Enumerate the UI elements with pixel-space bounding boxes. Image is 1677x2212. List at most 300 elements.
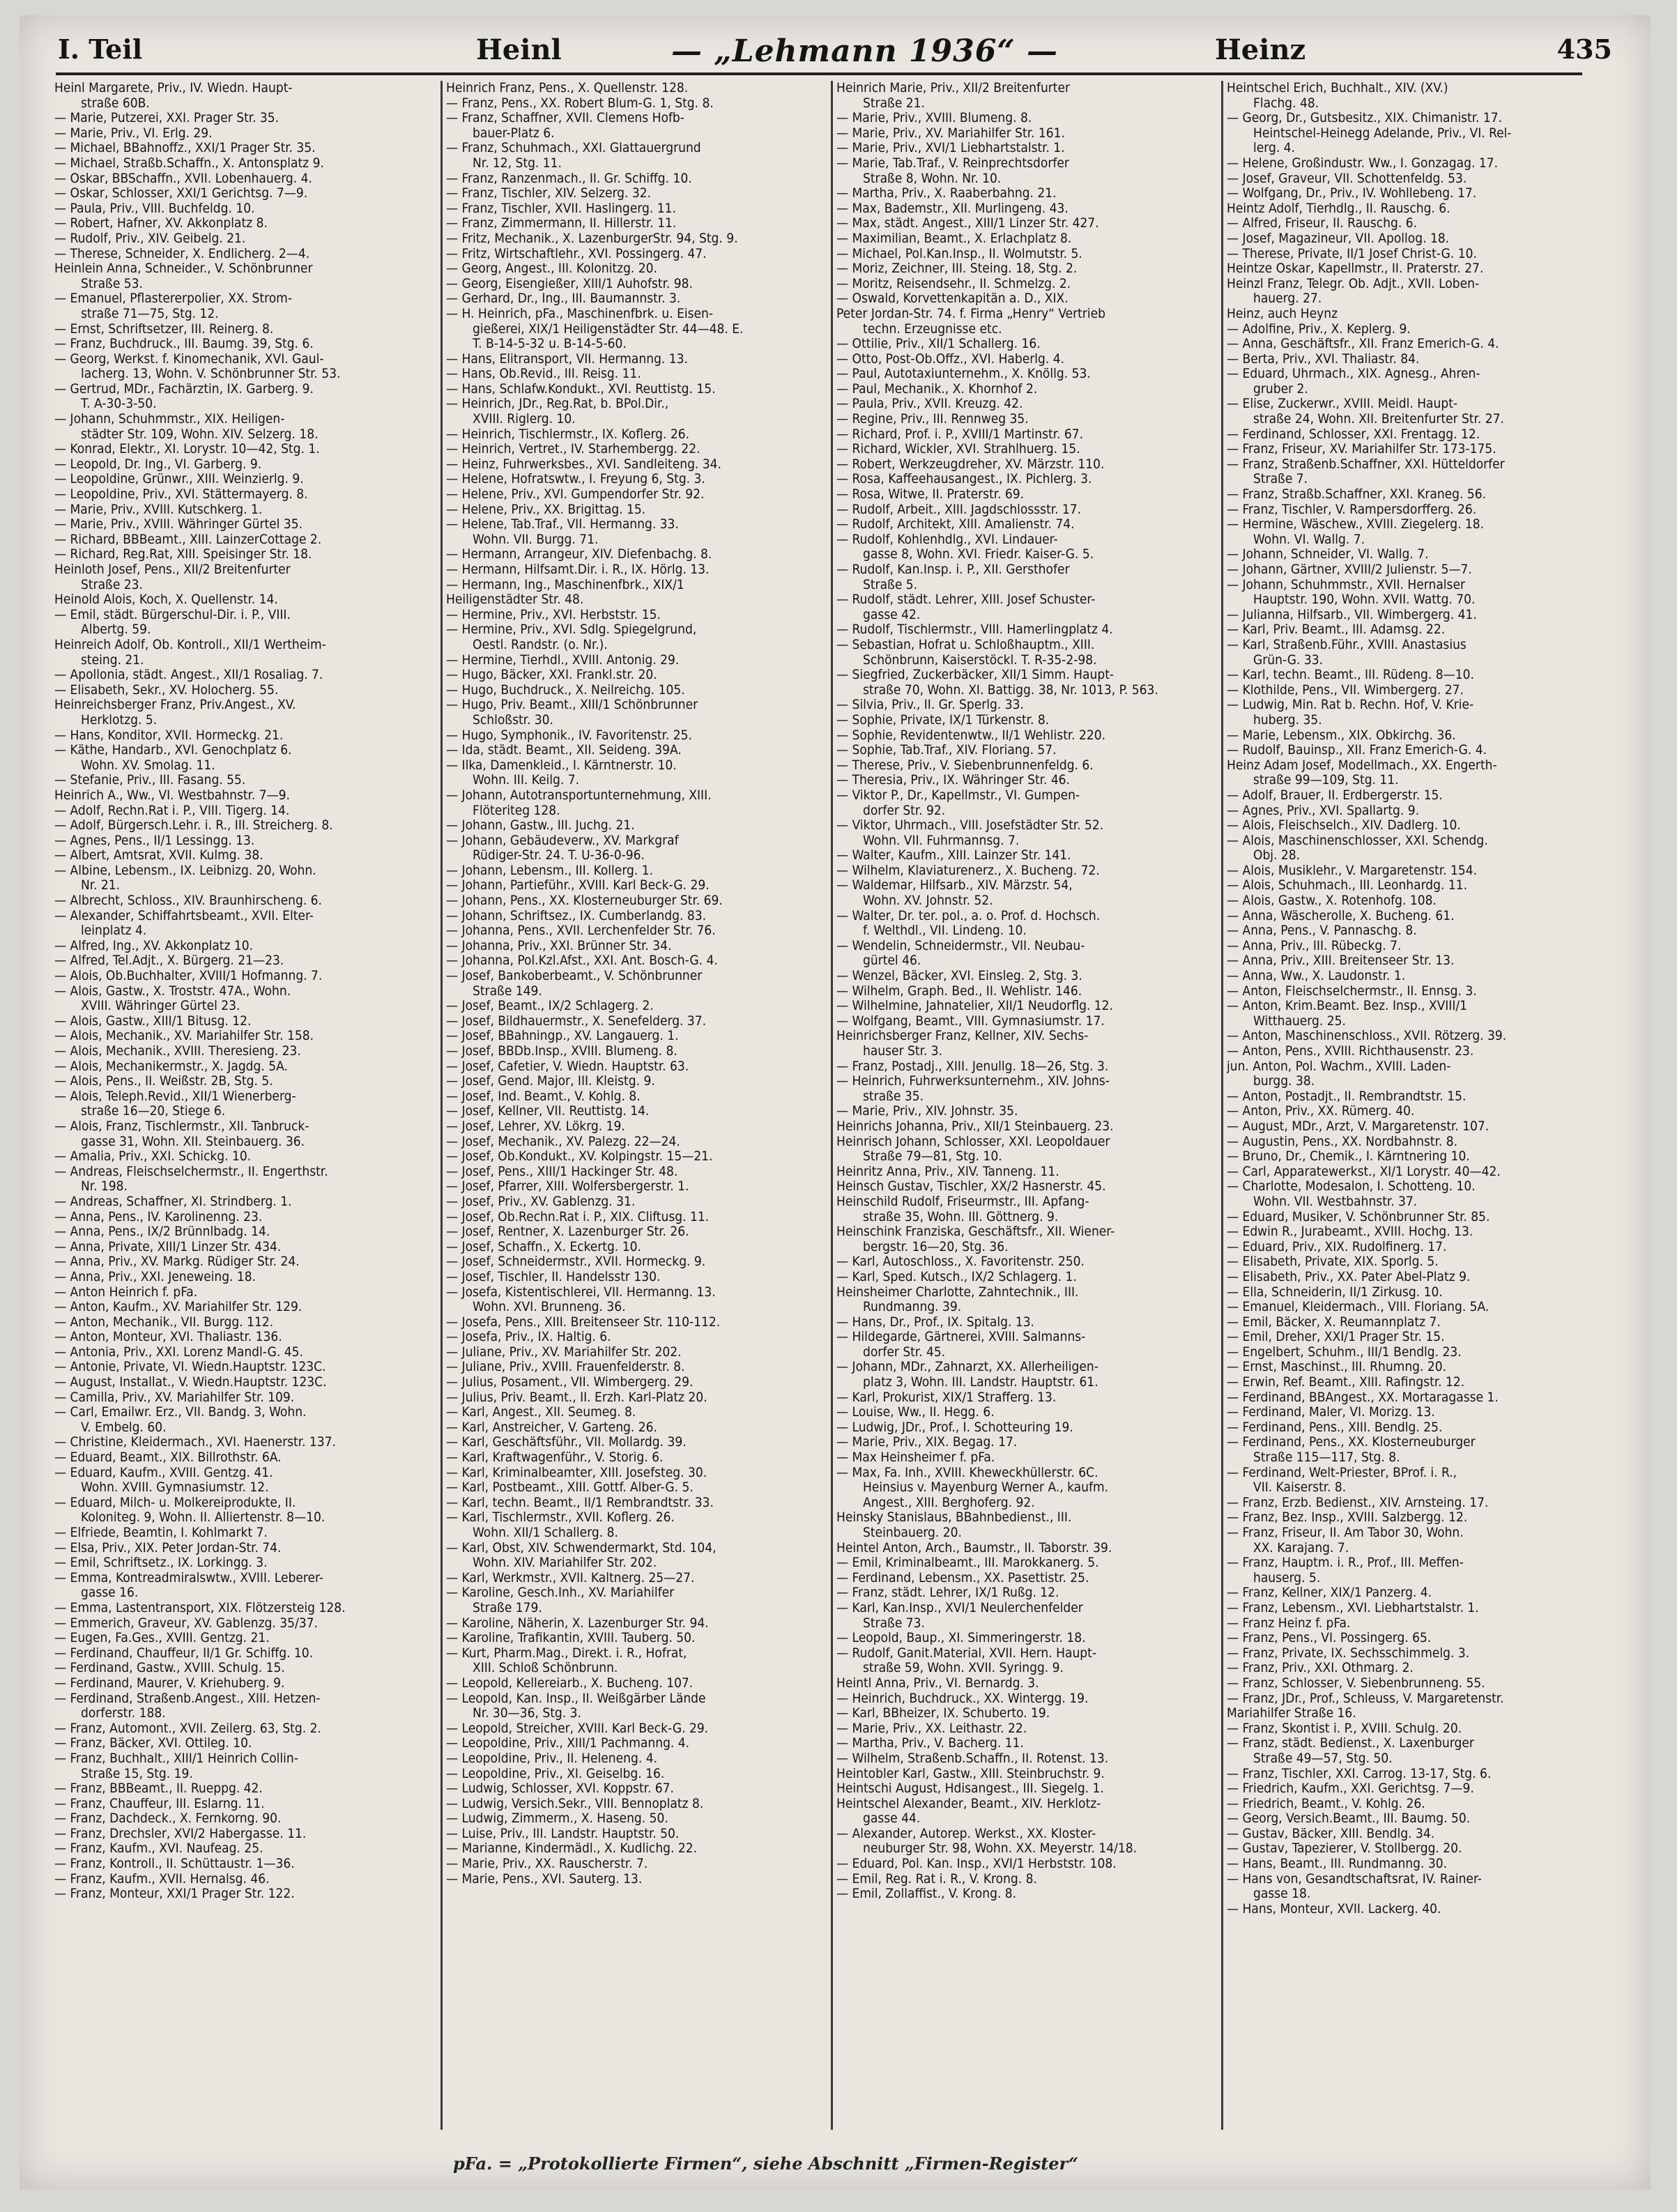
directory-entry: — Rudolf, städt. Lehrer, XIII. Josef Schuster- — [836, 592, 1096, 608]
directory-entry: — Ella, Schneiderin, II/1 Zirkusg. 10. — [1227, 1284, 1443, 1300]
directory-entry: hauserg. 5. — [1253, 1570, 1321, 1585]
directory-entry: — Eduard, Kaufm., XVIII. Gentzg. 41. — [54, 1465, 273, 1480]
directory-entry: — Alois, Teleph.Revid., XII/1 Wienerberg- — [54, 1089, 296, 1104]
directory-entry: techn. Erzeugnisse etc. — [863, 321, 1002, 337]
directory-entry: Heinlein Anna, Schneider., V. Schönbrunner — [54, 261, 313, 277]
directory-entry: Schönbrunn, Kaiserstöckl. T. R-35-2-98. — [863, 652, 1097, 668]
directory-entry: — Marie, Priv., XVIII. Blumeng. 8. — [836, 111, 1032, 126]
directory-entry: — Agnes, Priv., XVI. Spallartg. 9. — [1227, 803, 1420, 818]
directory-entry: — Alois, Gastw., X. Rotenhofg. 108. — [1227, 893, 1437, 909]
directory-entry: jun. Anton, Pol. Wachm., XVIII. Laden- — [1227, 1059, 1451, 1074]
directory-entry: — Edwin R., Jurabeamt., XVIII. Hochg. 13. — [1227, 1224, 1473, 1240]
directory-entry: Heinz Adam Josef, Modellmach., XX. Engerth- — [1227, 758, 1497, 773]
directory-entry: Straße 15, Stg. 19. — [81, 1766, 193, 1781]
directory-entry: hauerg. 27. — [1253, 291, 1322, 307]
directory-entry: — Augustin, Pens., XX. Nordbahnstr. 8. — [1227, 1134, 1458, 1149]
directory-entry: — Hermann, Hilfsamt.Dir. i. R., IX. Hörlg. 13. — [446, 562, 710, 577]
directory-entry: — Leopoldine, Priv., II. Heleneng. 4. — [446, 1751, 658, 1766]
directory-entry: — Ferdinand, Pens., XIII. Bendlg. 25. — [1227, 1420, 1443, 1435]
directory-entry: bauer-Platz 6. — [473, 125, 555, 141]
directory-entry: — Franz, Automont., XVII. Zeilerg. 63, Stg. 2. — [54, 1721, 321, 1736]
directory-entry: — Moritz, Reisendsehr., II. Schmelzg. 2. — [836, 276, 1071, 291]
directory-entry: — Gustav, Bäcker, XIII. Bendlg. 34. — [1227, 1826, 1435, 1841]
directory-entry: — Camilla, Priv., XV. Mariahilfer Str. 109. — [54, 1390, 295, 1405]
directory-entry: — Josef, Tischler, II. Handelsstr 130. — [446, 1269, 661, 1284]
directory-entry: — Alois, Mechanikermstr., X. Jagdg. 5A. — [54, 1059, 288, 1074]
directory-entry: — Hildegarde, Gärtnerei, XVIII. Salmanns- — [836, 1330, 1086, 1345]
directory-entry: — Alfred, Friseur, II. Rauschg. 6. — [1227, 216, 1418, 231]
directory-entry: — Hermann, Arrangeur, XIV. Diefenbachg. 8. — [446, 547, 712, 562]
directory-entry: — Leopold, Dr. Ing., VI. Garberg. 9. — [54, 456, 262, 472]
directory-entry: — Josef, Magazineur, VII. Apollog. 18. — [1227, 231, 1450, 246]
directory-entry: — Michael, Pol.Kan.Insp., II. Wolmutstr. 5. — [836, 246, 1082, 261]
directory-entry: T. A-30-3-50. — [81, 397, 157, 412]
directory-entry: — Franz, Erzb. Bedienst., XIV. Arnsteing. 17. — [1227, 1495, 1489, 1510]
directory-entry: — Rudolf, Bauinsp., XII. Franz Emerich-G. 4. — [1227, 743, 1487, 758]
directory-entry: — Franz, Private, IX. Sechsschimmelg. 3. — [1227, 1645, 1470, 1661]
directory-entry: — Engelbert, Schuhm., III/1 Bendlg. 23. — [1227, 1344, 1462, 1360]
directory-entry: straße 60B. — [81, 95, 150, 111]
directory-entry: — Karl, Angest., XII. Seumeg. 8. — [446, 1405, 636, 1420]
directory-entry: — Alois, Ob.Buchhalter, XVIII/1 Hofmanng. 7. — [54, 969, 323, 984]
directory-entry: — Marie, Priv., XV. Mariahilfer Str. 161. — [836, 125, 1065, 141]
directory-entry: — Eduard, Milch- u. Molkereiprodukte, II. — [54, 1495, 296, 1510]
directory-entry: — Marie, Priv., XVIII. Währinger Gürtel 35. — [54, 517, 303, 532]
directory-entry: — Max, Bademstr., XII. Murlingeng. 43. — [836, 201, 1069, 216]
directory-entry: straße 35, Wohn. III. Göttnerg. 9. — [863, 1209, 1059, 1224]
column-3 — [836, 81, 1213, 2130]
directory-entry: gasse 31, Wohn. XII. Steinbauerg. 36. — [81, 1134, 305, 1149]
directory-entry: — Alois, Mechanik., XV. Mariahilfer Str. 158. — [54, 1029, 314, 1044]
directory-entry: hauser Str. 3. — [863, 1044, 943, 1059]
directory-entry: — Franz, Kaufm., XVI. Naufeag. 25. — [54, 1841, 263, 1857]
directory-entry: — Marie, Lebensm., XIX. Obkirchg. 36. — [1227, 728, 1456, 743]
directory-entry: — Rudolf, Ganit.Material, XVII. Hern. Haupt- — [836, 1645, 1097, 1661]
directory-entry: — Franz, Pens., VI. Possingerg. 65. — [1227, 1631, 1432, 1646]
directory-entry: — Karoline, Näherin, X. Lazenburger Str. 94. — [446, 1615, 709, 1631]
directory-entry: — Josef, Kellner, VII. Reuttistg. 14. — [446, 1104, 650, 1119]
directory-entry: Heinschink Franziska, Geschäftsfr., XII. Wiener- — [836, 1224, 1115, 1240]
directory-entry: — Franz, Zimmermann, II. Hillerstr. 11. — [446, 216, 677, 231]
directory-entry: — Franz, städt. Bedienst., X. Laxenburger — [1227, 1736, 1474, 1751]
directory-entry: — Rosa, Kaffeehausangest., IX. Pichlerg. 3. — [836, 472, 1092, 487]
directory-entry: städter Str. 109, Wohn. XIV. Selzerg. 18. — [81, 427, 319, 442]
directory-entry: neuburger Str. 98, Wohn. XX. Meyerstr. 14/18. — [863, 1841, 1138, 1857]
directory-entry: platz 3, Wohn. III. Landstr. Hauptstr. 61. — [863, 1375, 1098, 1390]
directory-entry: Angest., XIII. Berghoferg. 92. — [863, 1495, 1035, 1510]
directory-entry: — Josef, Bildhauermstr., X. Senefelderg. 37. — [446, 1013, 707, 1029]
directory-entry: — Ferdinand, Lebensm., XX. Pasettistr. 25. — [836, 1570, 1089, 1585]
directory-entry: gürtel 46. — [863, 953, 921, 969]
directory-entry: — Alois, Schuhmach., III. Leonhardg. 11. — [1227, 878, 1468, 893]
directory-entry: — Juliane, Priv., XV. Mariahilfer Str. 202. — [446, 1344, 682, 1360]
directory-entry: — Franz Heinz f. pFa. — [1227, 1615, 1351, 1631]
directory-entry: — Wolfgang, Beamt., VIII. Gymnasiumstr. 17. — [836, 1013, 1105, 1029]
directory-entry: — Elisabeth, Sekr., XV. Holocherg. 55. — [54, 682, 279, 698]
directory-entry: — Eduard, Beamt., XIX. Billrothstr. 6A. — [54, 1450, 282, 1466]
directory-entry: — Franz, Kontroll., II. Schüttaustr. 1—36. — [54, 1857, 295, 1872]
directory-entry: straße 99—109, Stg. 11. — [1253, 773, 1399, 788]
directory-entry: — Karl, Werkmstr., XVII. Kaltnerg. 25—27. — [446, 1570, 695, 1585]
directory-entry: Heinrichs Johanna, Priv., XII/1 Steinbauerg. 23. — [836, 1119, 1114, 1134]
directory-entry: — Viktor P., Dr., Kapellmstr., VI. Gumpen- — [836, 788, 1080, 803]
directory-entry: — Konrad, Elektr., XI. Lorystr. 10—42, Stg. 1. — [54, 442, 320, 457]
directory-entry: — Alois, Maschinenschlosser, XXI. Schendg. — [1227, 833, 1488, 848]
directory-entry: — Franz, Skontist i. P., XVIII. Schulg. 20. — [1227, 1721, 1462, 1736]
directory-entry: Heinsky Stanislaus, BBahnbedienst., III. — [836, 1510, 1072, 1526]
directory-entry: — Franz, städt. Lehrer, IX/1 Rußg. 12. — [836, 1585, 1059, 1601]
directory-entry: — Marie, Priv., XVIII. Kutschkerg. 1. — [54, 502, 263, 517]
directory-entry: — Hugo, Bäcker, XXI. Frankl.str. 20. — [446, 668, 657, 683]
directory-entry: — Bruno, Dr., Chemik., I. Kärntnering 10. — [1227, 1149, 1470, 1165]
directory-entry: — Max, Fa. Inh., XVIII. Kheweckhüllerstr. 6C. — [836, 1465, 1098, 1480]
directory-entry: — Franz, Bäcker, XVI. Ottileg. 10. — [54, 1736, 252, 1751]
directory-entry: — Rudolf, Tischlermstr., VIII. Hamerlingplatz 4. — [836, 622, 1113, 638]
directory-entry: — Berta, Priv., XVI. Thaliastr. 84. — [1227, 351, 1420, 367]
directory-entry: — Juliane, Priv., XVIII. Frauenfelderstr. 8. — [446, 1360, 685, 1375]
directory-entry: — Josef, BBDb.Insp., XVIII. Blumeng. 8. — [446, 1044, 677, 1059]
directory-entry: — Emil, Schriftsetz., IX. Lorkingg. 3. — [54, 1556, 268, 1571]
directory-entry: — Anton, Priv., XX. Rümerg. 40. — [1227, 1104, 1415, 1119]
directory-entry: Heinrich A., Ww., VI. Westbahnstr. 7—9. — [54, 788, 290, 803]
directory-entry: — Karl, Priv. Beamt., III. Adamsg. 22. — [1227, 622, 1446, 638]
left-guide-word: Heinl — [476, 33, 562, 66]
directory-entry: — Richard, BBBeamt., XIII. LainzerCottage 2. — [54, 532, 322, 547]
directory-entry: — Franz, Friseur, XV. Mariahilfer Str. 173-175. — [1227, 442, 1496, 457]
directory-entry: — Josef, Pfarrer, XIII. Wolfersbergerstr. 1. — [446, 1179, 689, 1195]
directory-entry: — Leopoldine, Grünwr., XIII. Weinzierlg. 9. — [54, 472, 304, 487]
column-4 — [1227, 81, 1603, 2130]
directory-entry: — Alois, Gastw., XIII/1 Bitusg. 12. — [54, 1013, 252, 1029]
directory-entry: — Heinz, Fuhrwerksbes., XVI. Sandleiteng. 34. — [446, 456, 721, 472]
directory-entry: — Johann, Gastw., III. Juchg. 21. — [446, 818, 635, 834]
directory-entry: — Antonia, Priv., XXI. Lorenz Mandl-G. 45. — [54, 1344, 303, 1360]
directory-entry: — Franz, BBBeamt., II. Rueppg. 42. — [54, 1781, 263, 1797]
directory-entry: — Alexander, Autorep. Werkst., XX. Kloster- — [836, 1826, 1096, 1841]
directory-entry: — Georg, Angest., III. Kolonitzg. 20. — [446, 261, 657, 277]
directory-entry: — Robert, Hafner, XV. Akkonplatz 8. — [54, 216, 268, 231]
directory-entry: — Johann, Schriftsez., IX. Cumberlandg. 83. — [446, 908, 706, 923]
directory-entry: — Franz, Straßb.Schaffner, XXI. Kraneg. 56. — [1227, 487, 1487, 502]
directory-entry: — Kurt, Pharm.Mag., Direkt. i. R., Hofrat, — [446, 1645, 687, 1661]
directory-entry: — Karl, Kraftwagenführ., V. Storig. 6. — [446, 1450, 664, 1466]
directory-entry: — Hugo, Priv. Beamt., XIII/1 Schönbrunner — [446, 698, 698, 713]
directory-entry: — Antonie, Private, VI. Wiedn.Hauptstr. 123C. — [54, 1360, 326, 1375]
directory-entry: Wohn. XII/1 Schallerg. 8. — [473, 1526, 618, 1540]
directory-entry: — Franz, Postadj., XIII. Jenullg. 18—26, Stg. 3. — [836, 1059, 1109, 1074]
directory-entry: — Julianna, Hilfsarb., VII. Wimbergerg. 41. — [1227, 607, 1477, 622]
right-guide-word: Heinz — [1215, 33, 1306, 66]
directory-entry: — Ludwig, Min. Rat b. Rechn. Hof, V. Krie- — [1227, 698, 1474, 713]
directory-entry: — Ludwig, JDr., Prof., I. Schotteuring 19. — [836, 1420, 1073, 1435]
directory-entry: Wohn. VII. Burgg. 71. — [473, 532, 599, 547]
directory-entry: — Emil, Reg. Rat i. R., V. Krong. 8. — [836, 1871, 1037, 1887]
directory-entry: Wohn. XVI. Brunneng. 36. — [473, 1300, 626, 1315]
directory-entry: — Emma, Kontreadmiralswtw., XVIII. Leberer- — [54, 1570, 323, 1585]
directory-entry: — Eugen, Fa.Ges., XVIII. Gentzg. 21. — [54, 1631, 270, 1646]
directory-entry: — Karl, techn. Beamt., II/1 Rembrandtstr. 33. — [446, 1495, 714, 1510]
directory-entry: — Karl, Kan.Insp., XVI/1 Neulerchenfelder — [836, 1600, 1083, 1615]
directory-entry: — Paula, Priv., XVII. Kreuzg. 42. — [836, 397, 1023, 412]
directory-entry: — Johann, Gebäudeverw., XV. Markgraf — [446, 833, 679, 848]
directory-entry: — Paula, Priv., VIII. Buchfeldg. 10. — [54, 201, 255, 216]
directory-entry: — Leopold, Streicher, XVIII. Karl Beck-G. 29. — [446, 1721, 709, 1736]
directory-entry: — Josef, Bankoberbeamt., V. Schönbrunner — [446, 969, 703, 984]
directory-entry: — Johann, Gärtner, XVIII/2 Julienstr. 5—7. — [1227, 562, 1472, 577]
directory-entry: XVIII. Währinger Gürtel 23. — [81, 999, 240, 1014]
directory-entry: — Josef, Cafetier, V. Wiedn. Hauptstr. 63. — [446, 1059, 689, 1074]
directory-entry: — Karl, techn. Beamt., III. Rüdeng. 8—10. — [1227, 668, 1474, 683]
directory-entry: — Ferdinand, Maler, VI. Morizg. 13. — [1227, 1405, 1435, 1420]
directory-entry: — Eduard, Musiker, V. Schönbrunner Str. 85. — [1227, 1209, 1490, 1224]
directory-entry: Straße 8, Wohn. Nr. 10. — [863, 171, 1002, 186]
directory-entry: — Ludwig, Schlosser, XVI. Koppstr. 67. — [446, 1781, 674, 1797]
directory-entry: — Johanna, Priv., XXI. Brünner Str. 34. — [446, 938, 672, 953]
directory-entry: — Rudolf, Arbeit., XIII. Jagdschlossstr. 17. — [836, 502, 1082, 517]
directory-entry: Witthauerg. 25. — [1253, 1013, 1346, 1029]
directory-entry: — Carl, Apparatewerkst., XI/1 Lorystr. 40—42. — [1227, 1164, 1501, 1179]
directory-entry: Obj. 28. — [1253, 848, 1301, 863]
directory-entry: — Therese, Schneider, X. Endlicherg. 2—4. — [54, 246, 310, 261]
directory-entry: — Leopold, Baup., XI. Simmeringerstr. 18. — [836, 1631, 1086, 1646]
directory-entry: — Julius, Posament., VII. Wimbergerg. 29. — [446, 1375, 694, 1390]
directory-entry: straße 71—75, Stg. 12. — [81, 306, 219, 321]
directory-entry: — Rudolf, Priv., XIV. Geibelg. 21. — [54, 231, 246, 246]
directory-entry: — Apollonia, städt. Angest., XII/1 Rosaliag. 7. — [54, 668, 323, 683]
directory-entry: — Fritz, Wirtschaftlehr., XVI. Possingerg. 47. — [446, 246, 707, 261]
directory-entry: Peter Jordan-Str. 74. f. Firma „Henry“ Vertrieb — [836, 306, 1105, 321]
directory-entry: — Franz, Tischler, V. Rampersdorfferg. 26. — [1227, 502, 1477, 517]
directory-entry: burgg. 38. — [1253, 1074, 1315, 1089]
directory-entry: — Alois, Gastw., X. Troststr. 47A., Wohn. — [54, 983, 291, 999]
directory-entry: — Gerhard, Dr., Ing., III. Baumannstr. 3. — [446, 291, 681, 307]
directory-entry: — Ottilie, Priv., XII/1 Schallerg. 16. — [836, 337, 1041, 352]
directory-entry: Nr. 21. — [81, 878, 121, 893]
directory-entry: — Richard, Wickler, XVI. Strahlhuerg. 15. — [836, 442, 1080, 457]
column-1 — [54, 81, 431, 2130]
directory-entry: — Andreas, Schaffner, XI. Strindberg. 1. — [54, 1194, 292, 1209]
directory-entry: — Agnes, Pens., II/1 Lessingg. 13. — [54, 833, 255, 848]
directory-entry: Straße 21. — [863, 95, 925, 111]
directory-entry: Heintel Anton, Arch., Baumstr., II. Taborstr. 39. — [836, 1540, 1112, 1556]
directory-entry: — Alfred, Ing., XV. Akkonplatz 10. — [54, 938, 254, 953]
directory-entry: — Martha, Priv., V. Bacherg. 11. — [836, 1736, 1024, 1751]
directory-entry: — Friedrich, Kaufm., XXI. Gerichtsg. 7—9. — [1227, 1781, 1474, 1797]
directory-entry: — Franz, Pens., XX. Robert Blum-G. 1, Stg. 8. — [446, 95, 714, 111]
directory-entry: — Anna, Ww., X. Laudonstr. 1. — [1227, 969, 1406, 984]
directory-entry: — Louise, Ww., II. Hegg. 6. — [836, 1405, 995, 1420]
directory-entry: Wohn. XIV. Mariahilfer Str. 202. — [473, 1556, 657, 1571]
directory-entry: — Andreas, Fleischselchermstr., II. Engerthstr. — [54, 1164, 328, 1179]
directory-entry: Wohn. VII. Westbahnstr. 37. — [1253, 1194, 1418, 1209]
directory-entry: — Erwin, Ref. Beamt., XIII. Rafingstr. 12. — [1227, 1375, 1465, 1390]
directory-entry: leinplatz 4. — [81, 923, 147, 939]
directory-entry: — Max, städt. Angest., XIII/1 Linzer Str. 427. — [836, 216, 1099, 231]
directory-entry: — Franz, Straßenb.Schaffner, XXI. Hütteldorfer — [1227, 456, 1505, 472]
directory-entry: — Oskar, BBSchaffn., XVII. Lobenhauerg. 4. — [54, 171, 312, 186]
directory-entry: — Anton, Krim.Beamt. Bez. Insp., XVIII/1 — [1227, 999, 1468, 1014]
directory-entry: — Karl, Tischlermstr., XVII. Koflerg. 26. — [446, 1510, 675, 1526]
directory-entry: Herklotzg. 5. — [81, 712, 158, 728]
directory-entry: — Georg, Werkst. f. Kinomechanik, XVI. Gaul- — [54, 351, 324, 367]
directory-entry: huberg. 35. — [1253, 712, 1322, 728]
directory-entry: — Viktor, Uhrmach., VIII. Josefstädter Str. 52. — [836, 818, 1104, 834]
directory-entry: Heintz Adolf, Tierhdlg., II. Rauschg. 6. — [1227, 201, 1450, 216]
directory-entry: Grün-G. 33. — [1253, 652, 1324, 668]
directory-entry: V. Embelg. 60. — [81, 1420, 167, 1435]
directory-entry: — Michael, BBahnoffz., XXI/1 Prager Str. 35. — [54, 141, 316, 156]
directory-entry: — Rudolf, Architekt, XIII. Amalienstr. 74. — [836, 517, 1075, 532]
directory-entry: XX. Karajang. 7. — [1253, 1540, 1349, 1556]
directory-entry: — Hans von, Gesandtschaftsrat, IV. Rainer- — [1227, 1871, 1482, 1887]
directory-entry: — Marianne, Kindermädl., X. Kudlichg. 22. — [446, 1841, 698, 1857]
directory-entry: — Josefa, Priv., IX. Haltig. 6. — [446, 1330, 611, 1345]
directory-entry: — Marie, Priv., XIX. Begag. 17. — [836, 1435, 1018, 1450]
directory-entry: Heinschild Rudolf, Friseurmstr., III. Apfang- — [836, 1194, 1089, 1209]
directory-entry: — Marie, Tab.Traf., V. Reinprechtsdorfer — [836, 155, 1069, 171]
directory-entry: — Wilhelm, Graph. Bed., II. Wehlistr. 146. — [836, 983, 1082, 999]
directory-entry: — Marie, Priv., XX. Rauscherstr. 7. — [446, 1857, 648, 1872]
directory-entry: — Emil, städt. Bürgerschul-Dir. i. P., VIII. — [54, 607, 291, 622]
directory-entry: — Oskar, Schlosser, XXI/1 Gerichtsg. 7—9. — [54, 186, 308, 201]
directory-entry: — Marie, Pens., XVI. Sauterg. 13. — [446, 1871, 643, 1887]
directory-entry: — Julius, Priv. Beamt., II. Erzh. Karl-Platz 20. — [446, 1390, 707, 1405]
directory-entry: steing. 21. — [81, 652, 144, 668]
directory-entry: — Sophie, Private, IX/1 Türkenstr. 8. — [836, 712, 1050, 728]
directory-entry: — Johann, Pens., XX. Klosterneuburger Str. 69. — [446, 893, 723, 909]
directory-entry: — Leopoldine, Priv., XI. Geiselbg. 16. — [446, 1766, 665, 1781]
directory-entry: Rundmanng. 39. — [863, 1300, 962, 1315]
directory-entry: — Anton Heinrich f. pFa. — [54, 1284, 198, 1300]
directory-entry: — Alois, Franz, Tischlermstr., XII. Tanbruck- — [54, 1119, 309, 1134]
directory-entry: Straße 73. — [863, 1615, 925, 1631]
directory-entry: — Sophie, Revidentenwtw., II/1 Wehlistr. 220. — [836, 728, 1106, 743]
directory-entry: — Josef, Lehrer, XV. Lökrg. 19. — [446, 1119, 625, 1134]
directory-entry: — Franz, Schlosser, V. Siebenbrunneng. 55. — [1227, 1675, 1485, 1691]
directory-entry: — Otto, Post-Ob.Offz., XVI. Haberlg. 4. — [836, 351, 1065, 367]
directory-entry: f. Welthdl., VII. Lindeng. 10. — [863, 923, 1027, 939]
directory-entry: — Rudolf, Kohlenhdlg., XVI. Lindauer- — [836, 532, 1058, 547]
directory-entry: Straße 149. — [473, 983, 542, 999]
directory-entry: — Karoline, Gesch.Inh., XV. Mariahilfer — [446, 1585, 675, 1601]
directory-entry: — Alois, Musiklehr., V. Margaretenstr. 154. — [1227, 863, 1478, 878]
header-rule — [56, 72, 1582, 75]
directory-entry: Heintschi August, Hdisangest., III. Siegelg. 1. — [836, 1781, 1104, 1797]
directory-entry: — Hermine, Wäschew., XVIII. Ziegelerg. 18. — [1227, 517, 1485, 532]
directory-entry: — Hans, Beamt., III. Rundmanng. 30. — [1227, 1857, 1448, 1872]
directory-entry: — Heinrich, JDr., Reg.Rat, b. BPol.Dir., — [446, 397, 669, 412]
directory-entry: — Adolfine, Priv., X. Keplerg. 9. — [1227, 321, 1411, 337]
directory-entry: Schloßstr. 30. — [473, 712, 553, 728]
directory-entry: — Sophie, Tab.Traf., XIV. Floriang. 57. — [836, 743, 1057, 758]
directory-entry: — Walter, Dr. ter. pol., a. o. Prof. d. Hochsch. — [836, 908, 1101, 923]
directory-entry: Wohn. XV. Smolag. 11. — [81, 758, 215, 773]
directory-entry: XIII. Schloß Schönbrunn. — [473, 1661, 618, 1676]
directory-entry: — Emanuel, Pflastererpolier, XX. Strom- — [54, 291, 292, 307]
directory-entry: — Richard, Prof. i. P., XVIII/1 Martinstr. 67. — [836, 427, 1084, 442]
directory-entry: dorfer Str. 92. — [863, 803, 946, 818]
directory-entry: — Christine, Kleidermach., XVI. Haenerstr. 137. — [54, 1435, 336, 1450]
directory-entry: straße 24, Wohn. XII. Breitenfurter Str. 27. — [1253, 412, 1504, 427]
directory-entry: — Anton, Maschinenschloss., XVII. Rötzerg. 39. — [1227, 1029, 1507, 1044]
directory-entry: — Alois, Mechanik., XVIII. Theresieng. 23. — [54, 1044, 301, 1059]
directory-entry: — Paul, Autotaxiunternehm., X. Knöllg. 53. — [836, 367, 1091, 382]
directory-entry: — Franz, Priv., XXI. Othmarg. 2. — [1227, 1661, 1414, 1676]
directory-entry: Heintschel Alexander, Beamt., XIV. Herklotz- — [836, 1796, 1101, 1811]
directory-entry: — Johann, Autotransportunternehmung, XIII. — [446, 788, 712, 803]
directory-entry: — Michael, Straßb.Schaffn., X. Antonsplatz 9. — [54, 155, 324, 171]
directory-entry: Straße 7. — [1253, 472, 1308, 487]
directory-entry: — Hans, Dr., Prof., IX. Spitalg. 13. — [836, 1314, 1034, 1330]
directory-entry: Heintl Anna, Priv., VI. Bernardg. 3. — [836, 1675, 1039, 1691]
directory-entry: — Leopoldine, Priv., XVI. Stättermayerg. 8. — [54, 487, 308, 502]
directory-entry: — Elisabeth, Priv., XX. Pater Abel-Platz 9. — [1227, 1269, 1471, 1284]
directory-entry: — Josef, Beamt., IX/2 Schlagerg. 2. — [446, 999, 654, 1014]
directory-entry: — Ferdinand, Maurer, V. Kriehuberg. 9. — [54, 1675, 285, 1691]
directory-entry: — Hugo, Symphonik., IV. Favoritenstr. 25. — [446, 728, 692, 743]
directory-entry: Heinrich Franz, Pens., X. Quellenstr. 128. — [446, 81, 689, 95]
directory-entry: — Robert, Werkzeugdreher, XV. Märzstr. 110. — [836, 456, 1105, 472]
directory-entry: — Rudolf, Kan.Insp. i. P., XII. Gersthofer — [836, 562, 1070, 577]
directory-entry: Heinsheimer Charlotte, Zahntechnik., III. — [836, 1284, 1079, 1300]
directory-entry: Steinbauerg. 20. — [863, 1526, 962, 1540]
directory-entry: — Georg, Versich.Beamt., III. Baumg. 50. — [1227, 1811, 1471, 1827]
directory-entry: Straße 179. — [473, 1600, 542, 1615]
directory-entry: — Anna, Geschäftsfr., XII. Franz Emerich-G. 4. — [1227, 337, 1499, 352]
directory-entry: Heintschel-Heinegg Adelande, Priv., VI. Rel- — [1253, 125, 1512, 141]
directory-entry: — Ferdinand, Chauffeur, II/1 Gr. Schiffg. 10. — [54, 1645, 314, 1661]
directory-entry: — Karl, Sped. Kutsch., IX/2 Schlagerg. 1. — [836, 1269, 1077, 1284]
directory-entry: Nr. 30—36, Stg. 3. — [473, 1706, 581, 1721]
directory-entry: — Marie, Priv., XX. Leithastr. 22. — [836, 1721, 1027, 1736]
directory-entry: Straße 115—117, Stg. 8. — [1253, 1450, 1400, 1466]
directory-entry: — Johann, MDr., Zahnarzt, XX. Allerheiligen- — [836, 1360, 1098, 1375]
directory-entry: — Josef, Gend. Major, III. Kleistg. 9. — [446, 1074, 655, 1089]
directory-entry: — Friedrich, Beamt., V. Kohlg. 26. — [1227, 1796, 1425, 1811]
directory-entry: Heinrich Marie, Priv., XII/2 Breitenfurter — [836, 81, 1071, 95]
directory-entry: — Emmerich, Graveur, XV. Gablenzg. 35/37. — [54, 1615, 318, 1631]
directory-entry: — Alois, Fleischselch., XIV. Dadlerg. 10. — [1227, 818, 1461, 834]
directory-entry: — Oswald, Korvettenkapitän a. D., XIX. — [836, 291, 1069, 307]
directory-entry: — Josef, Priv., XV. Gablenzg. 31. — [446, 1194, 636, 1209]
directory-entry: — Helene, Tab.Traf., VII. Hermanng. 33. — [446, 517, 679, 532]
directory-entry: — Wilhelm, Straßenb.Schaffn., II. Rotenst. 13. — [836, 1751, 1109, 1766]
directory-entry: — Ida, städt. Beamt., XII. Seideng. 39A. — [446, 743, 682, 758]
directory-entry: — Franz, Chauffeur, III. Eslarng. 11. — [54, 1796, 265, 1811]
directory-entry: — Helene, Priv., XX. Brigittag. 15. — [446, 502, 646, 517]
directory-entry: — H. Heinrich, pFa., Maschinenfbrk. u. Eisen- — [446, 306, 714, 321]
directory-entry: — Karl, Obst, XIV. Schwendermarkt, Std. 104, — [446, 1540, 717, 1556]
directory-entry: — Karl, BBheizer, IX. Schuberto. 19. — [836, 1706, 1050, 1721]
part-label: I. Teil — [58, 33, 143, 65]
directory-entry: — Eduard, Uhrmach., XIX. Agnesg., Ahren- — [1227, 367, 1480, 382]
directory-entry: — Wilhelm, Klaviaturenerz., X. Bucheng. 72. — [836, 863, 1100, 878]
directory-entry: — Josef, BBahningp., XV. Langauerg. 1. — [446, 1029, 679, 1044]
directory-entry: — Siegfried, Zuckerbäcker, XII/1 Simm. Haupt- — [836, 668, 1115, 683]
directory-entry: — Marie, Putzerei, XXI. Prager Str. 35. — [54, 111, 280, 126]
directory-entry: — Johanna, Pens., XVII. Lerchenfelder Str. 76. — [446, 923, 716, 939]
directory-entry: — Anton, Kaufm., XV. Mariahilfer Str. 129. — [54, 1300, 303, 1315]
directory-entry: — Johann, Partieführ., XVIII. Karl Beck-G. 29. — [446, 878, 710, 893]
directory-entry: Nr. 198. — [81, 1179, 128, 1195]
directory-entry: — Hans, Schlafw.Kondukt., XVI. Reuttistg. 15. — [446, 381, 716, 397]
directory-entry: — Emma, Lastentransport, XIX. Flötzersteig 128. — [54, 1600, 346, 1615]
directory-entry: — Albrecht, Schloss., XIV. Braunhirscheng. 6. — [54, 893, 322, 909]
directory-entry: Wohn. III. Keilg. 7. — [473, 773, 580, 788]
directory-entry: Heinzl Franz, Telegr. Ob. Adjt., XVII. Loben- — [1227, 276, 1480, 291]
directory-entry: — Karl, Straßenb.Führ., XVIII. Anastasius — [1227, 637, 1467, 652]
directory-entry: — Franz, Lebensm., XVI. Liebhartstalstr. 1. — [1227, 1600, 1479, 1615]
